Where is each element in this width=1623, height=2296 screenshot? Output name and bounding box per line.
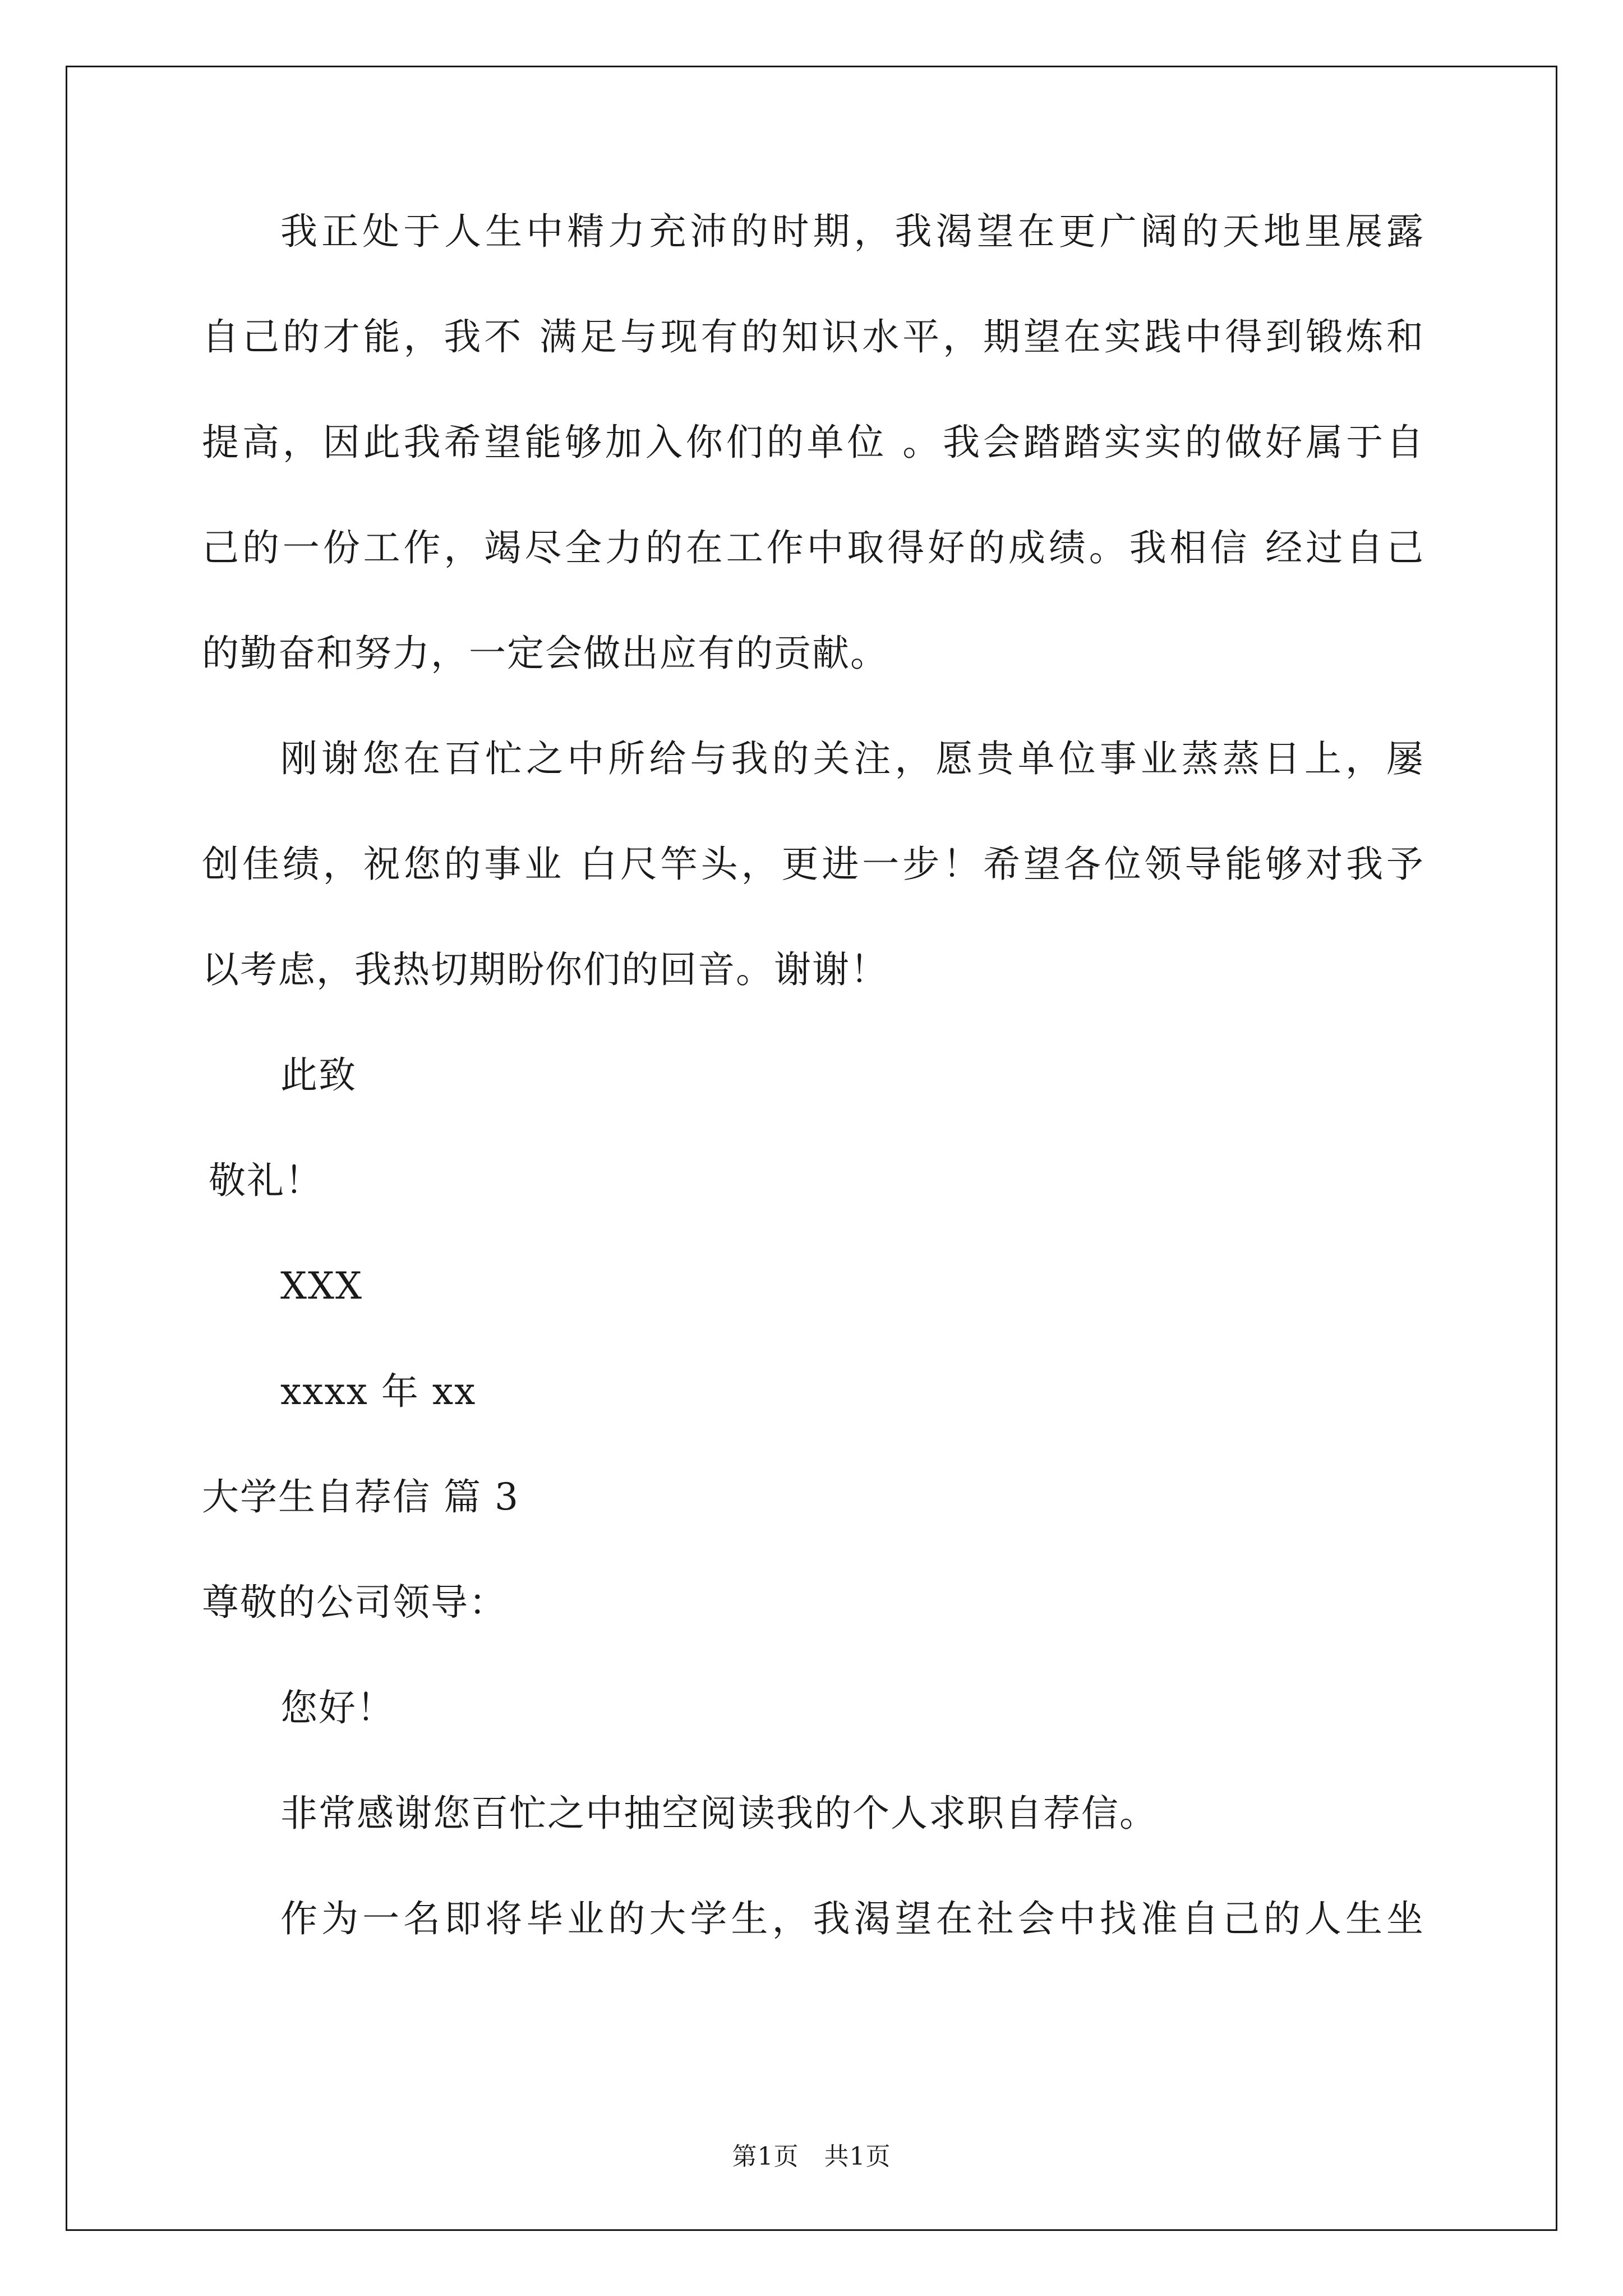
- paragraph-line: 我正处于人生中精力充沛的时期，我渴望在更广阔的天地里展露: [280, 210, 1424, 253]
- paragraph-line: 己的一份工作，竭尽全力的在工作中取得好的成绩。我相信 经过自己: [202, 526, 1424, 569]
- paragraph-line: 提高，因此我希望能够加入你们的单位 。我会踏踏实实的做好属于自: [202, 421, 1424, 464]
- section-heading: 大学生自荐信 篇 3: [202, 1475, 519, 1519]
- paragraph-line: 自己的才能，我不 满足与现有的知识水平，期望在实践中得到锻炼和: [202, 315, 1424, 358]
- closing-regards: 敬礼！: [209, 1159, 323, 1202]
- paragraph-line: 的勤奋和努力，一定会做出应有的贡献。: [202, 632, 888, 675]
- paragraph-line: 以考虑，我热切期盼你们的回音。谢谢！: [202, 948, 888, 991]
- paragraph-line: 非常感谢您百忙之中抽空阅读我的个人求职自荐信。: [280, 1792, 1158, 1835]
- letter-greeting: 您好！: [280, 1686, 395, 1729]
- closing-salutation: 此致: [280, 1053, 357, 1097]
- paragraph-line: 刚谢您在百忙之中所给与我的关注，愿贵单位事业蒸蒸日上，屡: [280, 737, 1424, 780]
- signature-name: XXX: [280, 1264, 363, 1308]
- letter-addressee: 尊敬的公司领导：: [202, 1581, 507, 1624]
- paragraph-line: 作为一名即将毕业的大学生，我渴望在社会中找准自己的人生坐: [280, 1897, 1424, 1940]
- paragraph-line: 创佳绩，祝您的事业 白尺竿头，更进一步！希望各位领导能够对我予: [202, 843, 1424, 886]
- signature-date: xxxx 年 xx: [280, 1370, 477, 1413]
- page-footer: 第1页 共1页: [732, 2142, 891, 2171]
